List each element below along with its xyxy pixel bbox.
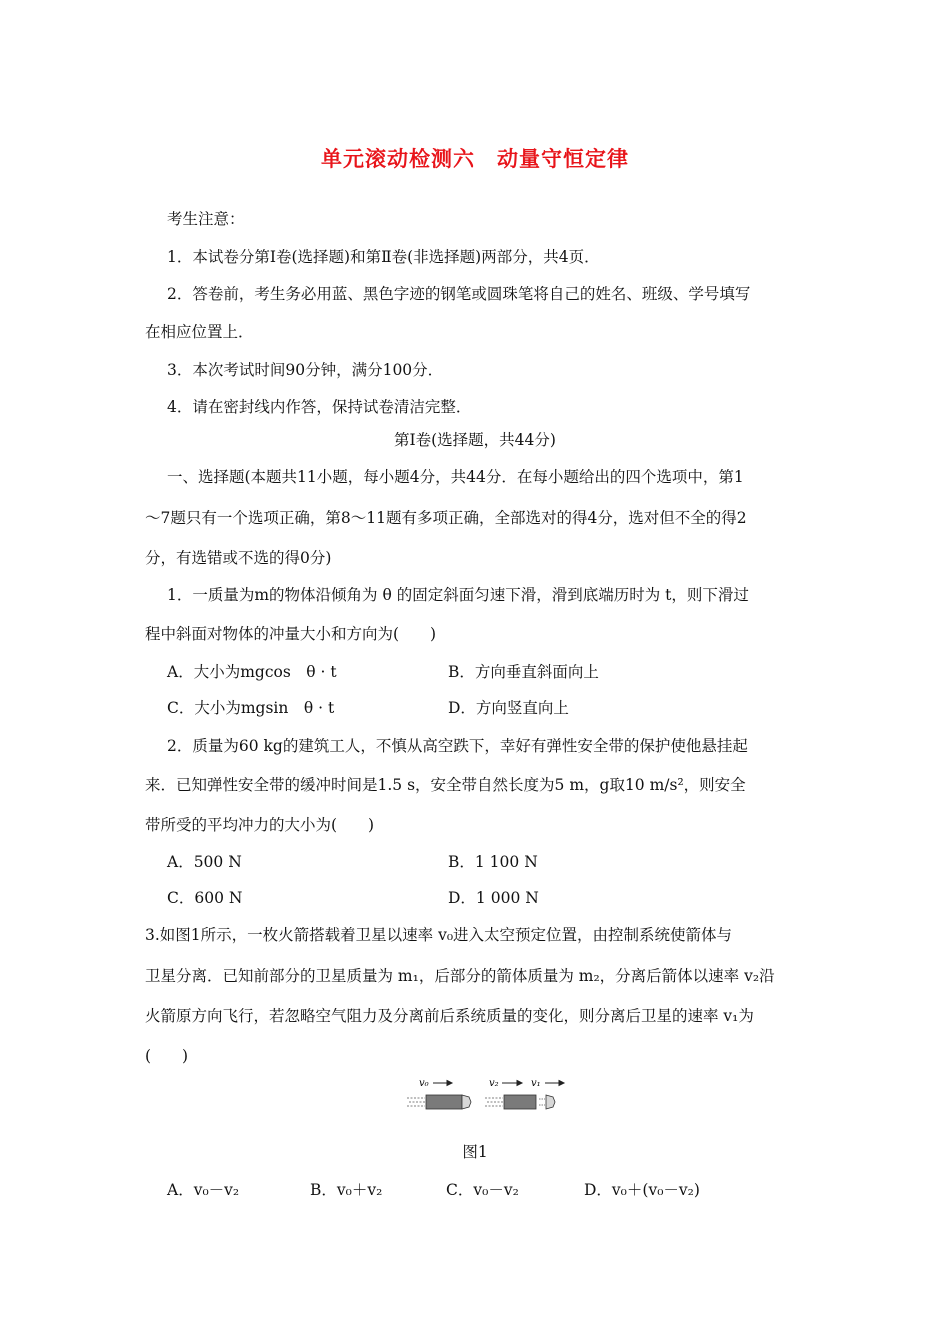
q3-option-c: C．v₀－v₂ bbox=[446, 1181, 519, 1199]
q2-stem-line-1: 2．质量为60 kg的建筑工人，不慎从高空跌下，幸好有弹性安全带的保护使他悬挂起 bbox=[167, 737, 748, 755]
document-title: 单元滚动检测六 动量守恒定律 bbox=[321, 147, 629, 171]
satellite bbox=[539, 1095, 555, 1109]
q2-option-b: B．1 100 N bbox=[448, 853, 538, 871]
q3-option-a: A．v₀－v₂ bbox=[167, 1181, 240, 1199]
q1-option-c: C．大小为mgsin θ · t bbox=[167, 699, 335, 717]
q2-stem-line-3: 带所受的平均冲力的大小为( ) bbox=[145, 816, 375, 834]
rocket-separation-figure bbox=[405, 1072, 575, 1122]
notice-item-2-cont: 在相应位置上． bbox=[145, 323, 254, 341]
notice-item-3: 3．本次考试时间90分钟，满分100分． bbox=[167, 361, 444, 379]
q2-option-d: D．1 000 N bbox=[448, 889, 539, 907]
q3-stem-line-4: ( ) bbox=[145, 1047, 189, 1065]
q3-option-b: B．v₀＋v₂ bbox=[310, 1181, 383, 1199]
q3-option-d: D．v₀＋(v₀－v₂) bbox=[584, 1181, 700, 1199]
q1-option-a: A．大小为mgcos θ · t bbox=[167, 663, 337, 681]
notice-heading: 考生注意： bbox=[167, 210, 245, 228]
figure-caption: 图1 bbox=[462, 1143, 488, 1161]
section-title: 第Ⅰ卷(选择题，共44分) bbox=[394, 431, 556, 449]
q3-stem-line-3: 火箭原方向飞行，若忽略空气阻力及分离前后系统质量的变化，则分离后卫星的速率 v₁为 bbox=[145, 1007, 754, 1025]
label-v2: v₂ bbox=[489, 1078, 499, 1089]
rocket-whole bbox=[426, 1095, 471, 1109]
instructions-line-2: ～7题只有一个选项正确，第8～11题有多项正确，全部选对的得4分，选对但不全的得2 bbox=[145, 509, 747, 527]
label-v1: v₁ bbox=[531, 1078, 541, 1089]
instructions-line-1: 一、选择题(本题共11小题，每小题4分，共44分．在每小题给出的四个选项中，第1 bbox=[167, 468, 744, 486]
q2-stem-line-2: 来．已知弹性安全带的缓冲时间是1.5 s，安全带自然长度为5 m，g取10 m/s²，则安全 bbox=[145, 776, 746, 794]
instructions-line-3: 分，有选错或不选的得0分) bbox=[145, 549, 332, 567]
q1-option-d: D．方向竖直向上 bbox=[448, 699, 569, 717]
q2-option-a: A．500 N bbox=[167, 853, 242, 871]
notice-item-4: 4．请在密封线内作答，保持试卷清洁完整． bbox=[167, 398, 472, 416]
q1-stem-line-1: 1．一质量为m的物体沿倾角为 θ 的固定斜面匀速下滑，滑到底端历时为 t，则下滑过 bbox=[167, 586, 749, 604]
notice-item-2: 2．答卷前，考生务必用蓝、黑色字迹的钢笔或圆珠笔将自己的姓名、班级、学号填写 bbox=[167, 285, 751, 303]
rocket-body bbox=[504, 1095, 536, 1109]
q1-option-b: B．方向垂直斜面向上 bbox=[448, 663, 599, 681]
q3-stem-line-1: 3.如图1所示，一枚火箭搭载着卫星以速率 v₀进入太空预定位置，由控制系统使箭体与 bbox=[145, 926, 733, 944]
q3-stem-line-2: 卫星分离．已知前部分的卫星质量为 m₁，后部分的箭体质量为 m₂，分离后箭体以速率 v₂沿 bbox=[145, 967, 775, 985]
notice-item-1: 1．本试卷分第Ⅰ卷(选择题)和第Ⅱ卷(非选择题)两部分，共4页． bbox=[167, 248, 600, 266]
label-v0: v₀ bbox=[419, 1078, 429, 1089]
q1-stem-line-2: 程中斜面对物体的冲量大小和方向为( ) bbox=[145, 625, 437, 643]
q2-option-c: C．600 N bbox=[167, 889, 243, 907]
